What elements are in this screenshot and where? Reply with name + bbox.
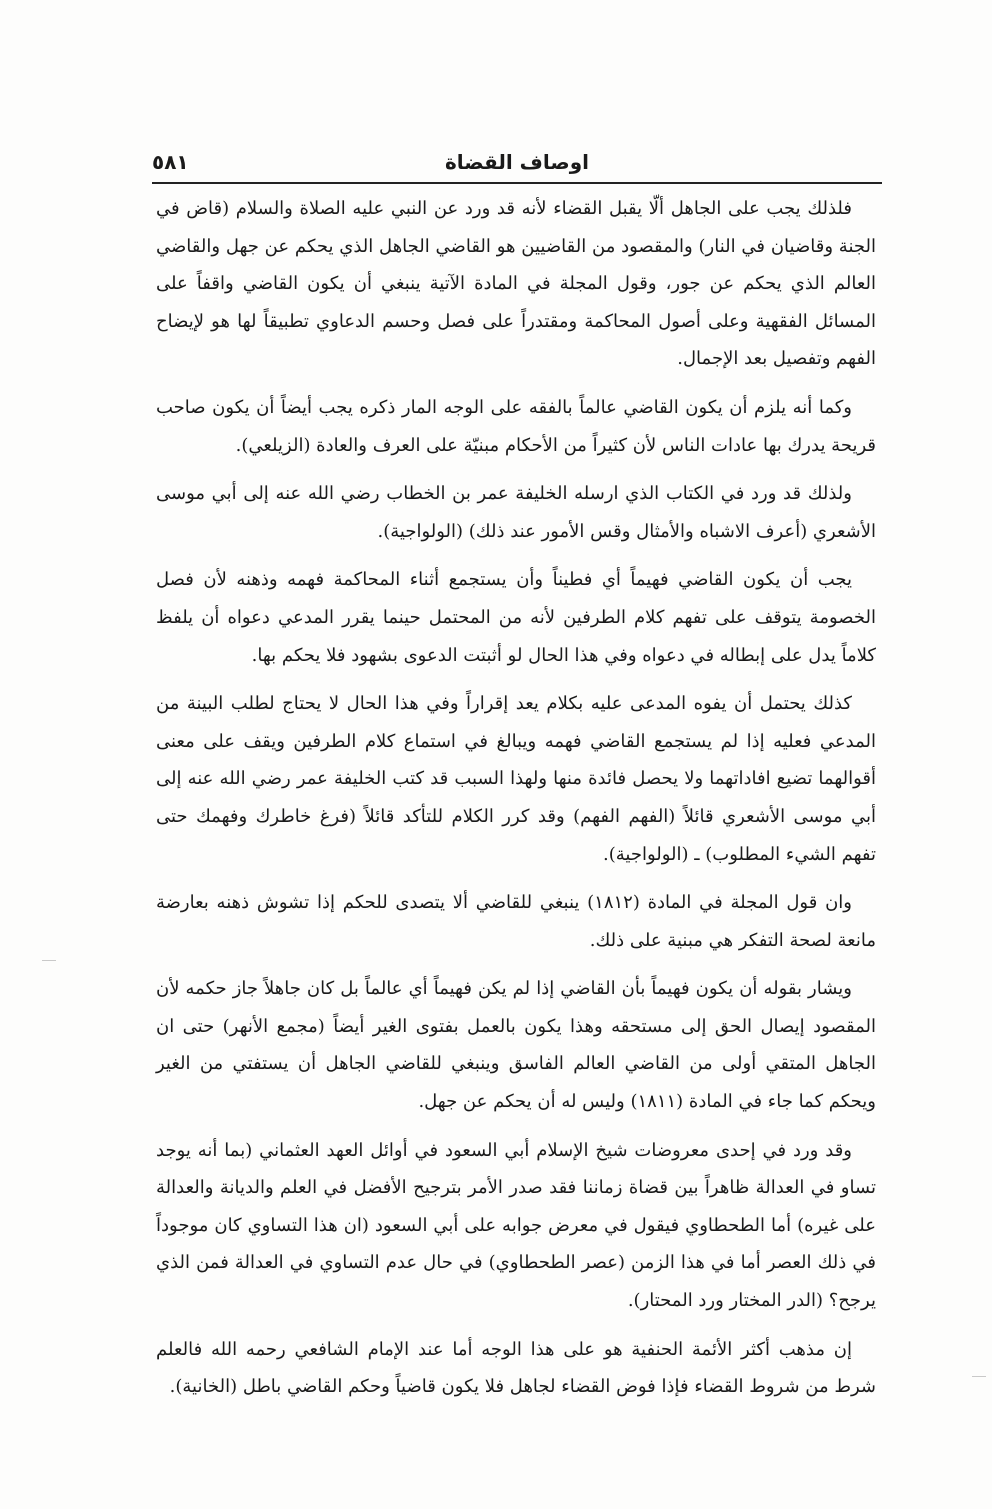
scan-mark xyxy=(42,960,56,961)
page-number: ٥٨١ xyxy=(152,150,189,174)
paragraph: فلذلك يجب على الجاهل ألّا يقبل القضاء لأنه قد ورد عن النبي عليه الصلاة والسلام (قاض في الجنة وقاضيان في النار) والمقصود من القاضيين هو القاضي الجاهل الذي يحكم عن جهل والقاضي العالم الذي يحكم عن جور، وقول المجلة في المادة الآتية ينبغي أن يكون القاضي واقفاً على المسائل الفقهية وعلى أصول المحاكمة ومقتدراً على فصل وحسم الدعاوي تطبيقاً لها هو لإيضاح الفهم وتفصيل بعد الإجمال. xyxy=(156,198,876,370)
body-text xyxy=(156,190,876,1400)
running-title: اوصاف القضاة xyxy=(444,150,590,174)
scan-mark xyxy=(972,1376,986,1377)
paragraph: إن مذهب أكثر الأئمة الحنفية هو على هذا الوجه أما عند الإمام الشافعي رحمه الله فالعلم شرط من شروط القضاء فإذا فوض القضاء لجاهل فلا يكون قاضياً وحكم القاضي باطل (الخانية). xyxy=(156,1338,876,1398)
paragraph: وقد ورد في إحدى معروضات شيخ الإسلام أبي السعود في أوائل العهد العثماني (بما أنه يوجد تساو في العدالة ظاهراً بين قضاة زماننا فقد صدر الأمر بترجيح الأفضل في العلم والديانة والعدالة على غيره) أما الطحطاوي فيقول في معرض جوابه على أبي السعود (ان هذا التساوي كان موجوداً في ذلك العصر أما في هذا الزمن (عصر الطحطاوي) في حال عدم التساوي في العدالة فمن الذي يرجح؟ (الدر المختار ورد المحتار). xyxy=(156,1139,876,1312)
paragraph: وان قول المجلة في المادة (١٨١٢) ينبغي للقاضي ألا يتصدى للحكم إذا تشوش ذهنه بعارضة مانعة لصحة التفكر هي مبنية على ذلك. xyxy=(156,892,876,951)
page-header xyxy=(152,148,882,184)
paragraph: ولذلك قد ورد في الكتاب الذي ارسله الخليفة عمر بن الخطاب رضي الله عنه إلى أبي موسى الأشعري (أعرف الاشباه والأمثال وقس الأمور عند ذلك) (الولواجية). xyxy=(156,483,876,542)
paragraph: وكما أنه يلزم أن يكون القاضي عالماً بالفقه على الوجه المار ذكره يجب أيضاً أن يكون صاحب قريحة يدرك بها عادات الناس لأن كثيراً من الأحكام مبنيّة على العرف والعادة (الزيلعي). xyxy=(156,396,876,456)
paragraph: يجب أن يكون القاضي فهيماً أي فطيناً وأن يستجمع أثناء المحاكمة فهمه وذهنه لأن فصل الخصومة يتوقف على تفهم كلام الطرفين لأنه من المحتمل حينما يقرر المدعي دعواه أن يلفظ كلاماً يدل على إبطاله في دعواه وفي هذا الحال لو أثبتت الدعوى بشهود فلا يحكم بها. xyxy=(156,569,876,666)
paragraph: كذلك يحتمل أن يفوه المدعى عليه بكلام يعد إقراراً وفي هذا الحال لا يحتاج لطلب البينة من المدعي فعليه إذا لم يستجمع القاضي فهمه ويبالغ في استماع كلام الطرفين ويقف على معنى أقوالهما تضيع افاداتهما ولا يحصل فائدة منها ولهذا السبب قد كتب الخليفة عمر رضي الله عنه إلى أبي موسى الأشعري قائلاً (الفهم الفهم) وقد كرر الكلام للتأكد قائلاً (فرغ خاطرك وفهمك حتى تفهم الشيء المطلوب) ـ (الولواجية). xyxy=(156,693,876,865)
paragraph: ويشار بقوله أن يكون فهيماً بأن القاضي إذا لم يكن فهيماً أي عالماً بل كان جاهلاً جاز حكمه لأن المقصود إيصال الحق إلى مستحقه وهذا يكون بالعمل بفتوى الغير أيضاً (مجمع الأنهر) حتى ان الجاهل المتقي أولى من القاضي العالم الفاسق وينبغي للقاضي الجاهل أن يستفتي من الغير ويحكم كما جاء في المادة (١٨١١) وليس له أن يحكم عن جهل. xyxy=(156,978,876,1113)
